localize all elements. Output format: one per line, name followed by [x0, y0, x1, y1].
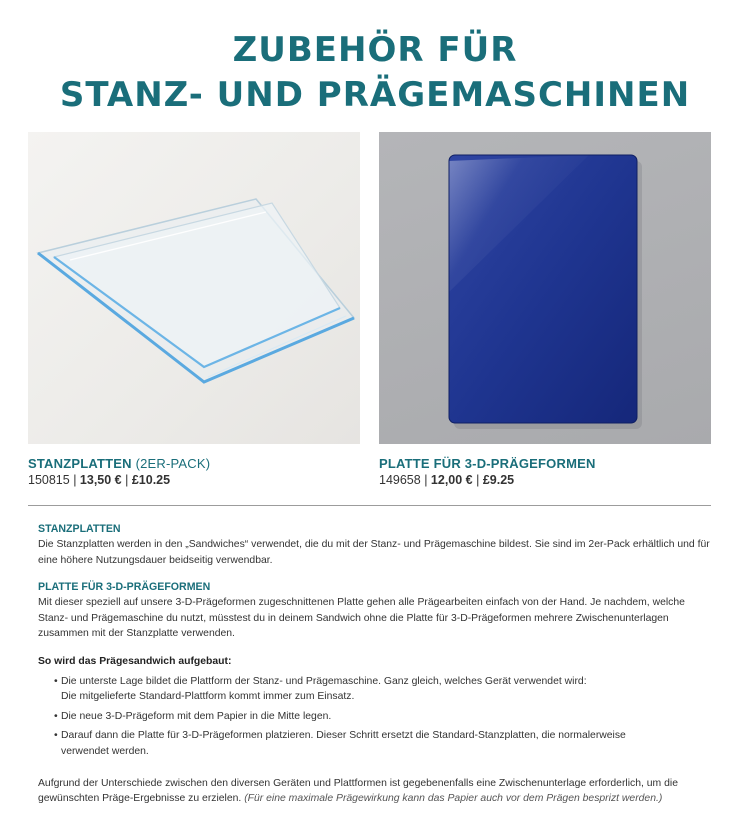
description-content	[38, 522, 710, 807]
page-title	[0, 28, 750, 118]
product-name-text: STANZPLATTEN	[28, 456, 132, 471]
price-eur: 12,00 €	[430, 473, 473, 487]
section-divider	[28, 505, 711, 506]
section-heading-stanzplatten: STANZPLATTEN	[38, 523, 121, 535]
platte-3d-image	[379, 132, 711, 444]
product-info-platte-3d	[379, 455, 719, 489]
list-item	[38, 709, 710, 725]
section-heading-platte: PLATTE FÜR 3-D-PRÄGEFORMEN	[38, 581, 211, 594]
footer-text: Aufgrund der Unterschiede zwischen den diversen Geräten und Plattformen ist gegebenenfalls eine Zwischenunterlage erforderlich, um die gewünschten Präge-Ergebnisse zu erzielen.	[38, 777, 678, 805]
step-text: Die unterste Lage bildet die Plattform der Stanz- und Prägemaschine. Ganz gleich, welches Gerät verwendet wird:	[61, 675, 587, 687]
stanzplatten-image	[28, 132, 360, 444]
product-name	[379, 455, 719, 472]
how-to-steps	[38, 674, 710, 760]
product-price: 150815 | 13,50 € | £10.25	[28, 473, 171, 487]
how-to-heading: So wird das Prägesandwich aufgebaut:	[38, 655, 232, 667]
section-body-stanzplatten: Die Stanzplatten werden in den „Sandwiches“ verwendet, die du mit der Stanz- und Prägemaschine bildest. Sie sind im 2er-Pack erhältlich und für eine höhere Nutzungsdauer beidseitig verwendbar.	[38, 539, 710, 566]
footer-note: (Für eine maximale Prägewirkung kann das Papier auch vor dem Prägen besprizt werden.)	[244, 793, 663, 805]
product-name-text: PLATTE FÜR 3-D-PRÄGEFORMEN	[379, 456, 596, 471]
page-title-line-1: ZUBEHÖR FÜR	[232, 30, 518, 70]
step-text: Darauf dann die Platte für 3-D-Prägeformen platzieren. Dieser Schritt ersetzt die Standard-Stanzplatten, die normalerweise	[61, 730, 626, 742]
list-item	[38, 728, 710, 759]
product-info-stanzplatten	[28, 455, 368, 489]
step-text-continued: Die mitgelieferte Standard-Plattform kommt immer zum Einsatz.	[61, 691, 355, 703]
product-name	[28, 455, 368, 472]
item-number: 150815	[28, 473, 70, 487]
bullet-icon: •	[54, 730, 58, 742]
step-text-continued: verwendet werden.	[61, 745, 149, 757]
bullet-icon: •	[54, 710, 58, 722]
price-gbp: £10.25	[131, 473, 171, 487]
step-text: Die neue 3-D-Prägeform mit dem Papier in die Mitte legen.	[61, 710, 332, 722]
price-gbp: £9.25	[482, 473, 515, 487]
product-name-suffix: (2ER-PACK)	[135, 456, 211, 471]
clear-plates-illustration	[28, 132, 360, 444]
price-eur: 13,50 €	[79, 473, 122, 487]
blue-plate-illustration	[379, 132, 711, 444]
section-body-platte: Mit dieser speziell auf unsere 3-D-Prägeformen zugeschnittenen Platte gehen alle Prägearbeiten einfach von der Hand. Je nachdem, welche Stanz- und Prägemaschine du nutzt, müsstest du in deinem Sandwich ohne die Platte für 3-D-Prägeformen mehrere Zwischenunterlagen zusammen mit der Stanzplatte verwenden.	[38, 597, 685, 640]
item-number: 149658	[379, 473, 421, 487]
bullet-icon: •	[54, 675, 58, 687]
footer-paragraph	[38, 776, 710, 807]
list-item	[38, 674, 710, 705]
product-price: 149658 | 12,00 € | £9.25	[379, 473, 515, 487]
page-title-line-2: STANZ- UND PRÄGEMASCHINEN	[59, 75, 691, 115]
